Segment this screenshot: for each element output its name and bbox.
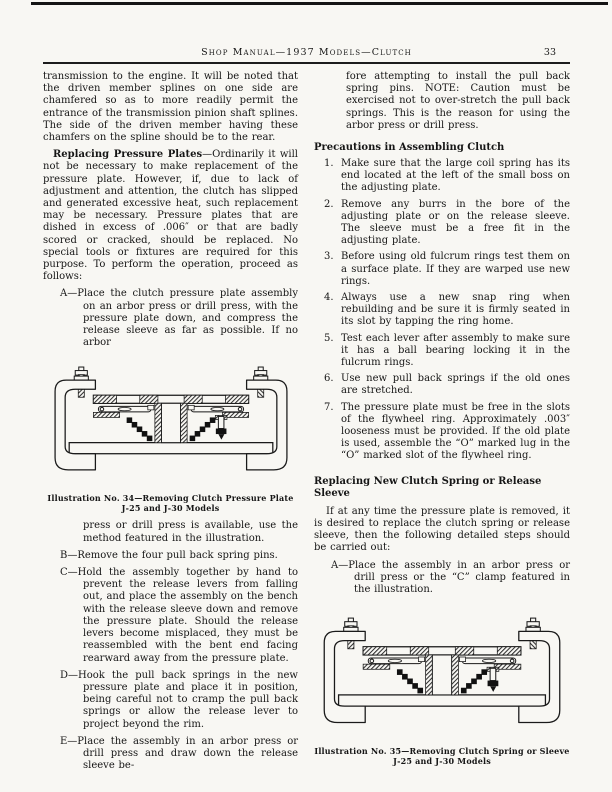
- right-column: [314, 71, 570, 766]
- precaution-text: The pressure plate must be free in the slots of the flywheel ring. Approximately .003″ looseness must be provided. If the old plate is used, assemble the “O” marked lug in the “O” marked slot of the flywheel ring.: [341, 401, 570, 462]
- precaution-number: 5.: [324, 332, 334, 344]
- heading-replacing-spring-sleeve: Replacing New Clutch Spring or Release Sleeve: [314, 475, 542, 499]
- page-number: 33: [543, 47, 556, 58]
- precaution-number: 6.: [324, 373, 334, 385]
- precaution-item-4: [314, 292, 570, 329]
- precaution-number: 7.: [324, 401, 334, 413]
- header-rule: [43, 62, 570, 64]
- precaution-number: 1.: [324, 158, 334, 170]
- step-e-continuation: fore attempting to install the pull back spring pins. NOTE: Caution must be exercised not to over-stretch the pull back springs. This is the reason for using the arbor press or drill press.: [346, 71, 570, 131]
- precaution-text: Test each lever after assembly to make sure it has a ball bearing locking it in the fulcrum rings.: [341, 332, 570, 369]
- step-e: E—Place the assembly in an arbor press or drill press and draw down the release sleeve be-: [60, 735, 298, 772]
- step-c: C—Hold the assembly together by hand to prevent the release levers from falling out, and place the assembly on the bench with the release sleeve down and remove the pressure plate. Should the release levers become misplaced, they must be reassembled with the bent end facing rearward away from the pressure plate.: [60, 567, 298, 664]
- running-head-title: Shop Manual—1937 Models—Clutch: [201, 47, 412, 58]
- figure-35-caption: [314, 746, 570, 766]
- precaution-number: 2.: [324, 198, 334, 210]
- paragraph-if-at-any-time: If at any time the pressure plate is removed, it is desired to replace the clutch spring or release sleeve, then the following detailed steps should be carried out:: [314, 505, 570, 554]
- precaution-text: Remove any burrs in the bore of the adjusting plate or on the release sleeve. The sleeve must be a free fit in the adjusting plate.: [341, 198, 570, 247]
- paragraph-bold-lead: Replacing Pressure Plates: [53, 149, 203, 161]
- left-column: [43, 71, 298, 772]
- figure-illustration-34: [43, 366, 298, 513]
- step-b: B—Remove the four pull back spring pins.: [60, 549, 278, 561]
- paragraph-transmission: transmission to the engine. It will be noted that the driven member splines on one side are chamfered so as to more readily permit the entrance of the transmission pinion shaft splines. The side of the driven member having these chamfers on the spline should be to the rear.: [43, 71, 298, 144]
- figure-34-caption-line1: Illustration No. 34—Removing Clutch Pressure Plate: [47, 493, 294, 504]
- precaution-item-3: [314, 251, 570, 288]
- figure-illustration-35: [314, 617, 570, 766]
- precaution-item-1: [314, 158, 570, 195]
- figure-35-caption-line1: Illustration No. 35—Removing Clutch Spring or Sleeve: [314, 746, 570, 757]
- step-a-continuation: press or drill press is available, use the method featured in the illustration.: [83, 520, 298, 544]
- heading-precautions: Precautions in Assembling Clutch: [314, 142, 505, 154]
- precaution-item-6: [314, 373, 570, 397]
- precaution-text: Make sure that the large coil spring has its end located at the left of the small boss on the adjusting plate.: [341, 158, 570, 194]
- step-d: D—Hook the pull back springs in the new pressure plate and place it in position, being careful not to cramp the pull back springs or allow the release lever to project beyond the rim.: [60, 669, 298, 730]
- precaution-text: Before using old fulcrum rings test them on a surface plate. If they are warped use new rings.: [341, 251, 570, 287]
- paragraph-replacing-pressure-plates: [43, 149, 298, 283]
- page-top-scan-line: [31, 2, 608, 5]
- clutch-spring-sleeve-cross-section-illustration: [314, 617, 570, 739]
- precaution-item-7: [314, 402, 570, 463]
- figure-34-caption-line2: J-25 and J-30 Models: [121, 503, 220, 514]
- clutch-pressure-plate-cross-section-illustration: [45, 366, 297, 486]
- paragraph-lead-body: —Ordinarily it will not be necessary to make replacement of the pressure plate. However, if, due to lack of adjustment and attention, the clutch has slipped and generated excessive heat, such replacement may be necessary. Pressure plates that are dished in excess of .006″ or that are badly scored or cracked, should be replaced. No special tools or fixtures are required for this purpose. To perform the operation, proceed as follows:: [43, 149, 298, 283]
- precaution-text: Always use a new snap ring when rebuilding and be sure it is firmly seated in its slot by tapping the ring home.: [341, 292, 570, 328]
- precaution-item-5: [314, 333, 570, 370]
- precaution-item-2: [314, 199, 570, 248]
- precaution-number: 3.: [324, 251, 334, 263]
- precaution-number: 4.: [324, 292, 334, 304]
- figure-35-caption-line2: J-25 and J-30 Models: [393, 756, 491, 767]
- precaution-text: Use new pull back springs if the old ones are stretched.: [341, 373, 570, 397]
- figure-34-caption: [43, 493, 298, 513]
- step-a: A—Place the clutch pressure plate assembly on an arbor press or drill press, with the pressure plate down, and compress the release sleeve as far as possible. If no arbor: [60, 288, 298, 349]
- step-a-right: A—Place the assembly in an arbor press or drill press or the “C” clamp featured in the illustration.: [331, 559, 570, 595]
